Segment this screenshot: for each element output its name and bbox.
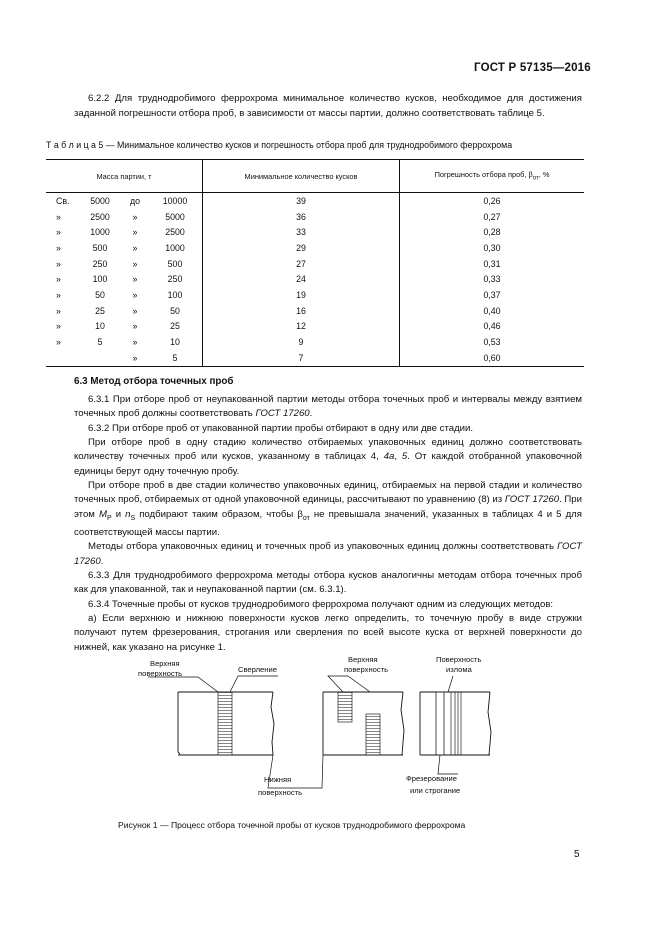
row-mass-from: 100	[92, 274, 108, 285]
row-mass-from: 25	[95, 305, 105, 316]
col-mass-header: Масса партии, т	[46, 160, 203, 193]
col-error-header: Погрешность отбора проб, $\beta_{от}$, %	[400, 160, 585, 193]
row-error: 0,27	[400, 209, 585, 225]
para-one-stage: При отборе проб в одну стадию количество отбираемых упаковочных единиц должно соответствовать количеству точечных проб или кусков, указанному в таблицах 4, 4а, 5. От каждой отобранной упаковочной единицы берут одну точечную пробу.	[74, 437, 582, 477]
row-error: 0,53	[400, 334, 585, 350]
table-row	[46, 334, 584, 350]
row-prefix	[46, 350, 78, 366]
row-mass-to: 500	[167, 258, 183, 269]
row-mass-to: 10	[170, 337, 180, 348]
row-count: 19	[203, 287, 400, 303]
page-number: 5	[574, 849, 580, 860]
intro-paragraph	[74, 92, 582, 121]
row-connector: »	[132, 305, 138, 316]
para-632: 6.3.2 При отборе проб от упакованной партии пробы отбирают в одну или две стадии.	[88, 422, 474, 434]
row-count: 33	[203, 224, 400, 240]
row-connector: »	[132, 258, 138, 269]
row-prefix: »	[56, 337, 61, 348]
table-row	[46, 350, 584, 366]
standard-number: ГОСТ Р 57135—2016	[474, 62, 591, 74]
row-prefix: Св.	[56, 195, 70, 206]
row-count: 7	[203, 350, 400, 366]
table-row	[46, 287, 584, 303]
label-fracture-2: излома	[446, 665, 472, 674]
row-connector: »	[122, 350, 148, 366]
row-mass-from: 1000	[90, 227, 110, 238]
table-row	[46, 240, 584, 256]
para-methods: Методы отбора упаковочных единиц и точечных проб из упаковочных единиц должны соответствовать ГОСТ 17260.	[74, 541, 582, 567]
row-error: 0,28	[400, 224, 585, 240]
row-error: 0,30	[400, 240, 585, 256]
figure-caption: Рисунок 1 — Процесс отбора точечной пробы от кусков труднодробимого феррохрома	[118, 820, 466, 830]
para-634a: а) Если верхнюю и нижнюю поверхности кусков легко определить, то точечную пробу в виде стружки получают путем фрезерования, строгания или сверления по всей высоте куска от верхней поверхности до нижней, как указано на рисунке 1.	[74, 613, 582, 653]
row-prefix: »	[56, 289, 61, 300]
row-connector: »	[132, 274, 138, 285]
label-bottom-2: поверхность	[258, 788, 303, 797]
section-heading: 6.3 Метод отбора точечных проб	[74, 376, 234, 387]
table-row	[46, 256, 584, 272]
row-mass-to: 5000	[165, 211, 185, 222]
para-two-stage: При отборе проб в две стадии количество упаковочных единиц, отбираемых на первой стадии и количество точечных проб, отбираемых от одной упаковочной единицы, рассчитывают по уравнению (8) из ГОСТ 17260. При этом $M_P$ и $n_S$ подбирают таким образом, чтобы $\beta_{от}$ не превышала значений, указанных в таблицах 4 и 5 для соответствующей массы партии.	[74, 480, 582, 538]
block-drilling-2	[323, 692, 404, 755]
row-mass-from: 2500	[90, 211, 110, 222]
row-mass-from: 10	[95, 321, 105, 332]
row-count: 24	[203, 271, 400, 287]
para-634: 6.3.4 Точечные пробы от кусков труднодробимого феррохрома получают одним из следующих методов:	[88, 598, 554, 610]
row-connector: »	[132, 242, 138, 253]
intro-text: 6.2.2 Для труднодробимого феррохрома минимальное количество кусков, необходимое для достижения заданной погрешности отбора проб, в зависимости от массы партии, должно соответствовать таблице 5.	[74, 93, 582, 119]
row-error: 0,40	[400, 303, 585, 319]
row-error: 0,26	[400, 193, 585, 209]
table-row	[46, 303, 584, 319]
row-connector: »	[132, 337, 138, 348]
label-drilling: Сверление	[238, 665, 277, 674]
row-error: 0,33	[400, 271, 585, 287]
row-prefix: »	[56, 242, 61, 253]
row-prefix: »	[56, 211, 61, 222]
label-top-surface-1: Верхняя	[150, 659, 180, 668]
label-fracture-1: Поверхность	[436, 655, 482, 664]
table-row	[46, 271, 584, 287]
row-count: 9	[203, 334, 400, 350]
row-mass-from: 5000	[90, 195, 110, 206]
table-caption: Т а б л и ц а 5 — Минимальное количество кусков и погрешность отбора проб для труднодробимого феррохрома	[46, 140, 513, 150]
table-row	[46, 319, 584, 335]
row-mass-to: 2500	[165, 227, 185, 238]
row-mass-to: 50	[170, 305, 180, 316]
row-prefix: »	[56, 274, 61, 285]
row-count: 36	[203, 209, 400, 225]
row-connector: до	[129, 195, 141, 206]
para-631: 6.3.1 При отборе проб от неупакованной партии методы отбора точечных проб и интервалы между взятием точечных проб должны соответствовать ГОСТ 17260.	[74, 394, 582, 420]
para-633: 6.3.3 Для труднодробимого феррохрома методы отбора кусков аналогичны методам отбора точечных проб как для упакованной, так и неупакованной партии (см. 6.3.1).	[74, 570, 582, 596]
row-mass-to: 1000	[165, 242, 185, 253]
row-prefix: »	[56, 321, 61, 332]
row-prefix: »	[56, 227, 61, 238]
table-row	[46, 224, 584, 240]
mass-table	[46, 159, 584, 367]
row-mass-to: 10000	[162, 195, 188, 206]
row-mass-from: 50	[95, 289, 105, 300]
row-error: 0,31	[400, 256, 585, 272]
row-count: 39	[203, 193, 400, 209]
row-connector: »	[132, 227, 138, 238]
row-error: 0,46	[400, 319, 585, 335]
row-mass-from: 5	[97, 337, 103, 348]
label-top-surface-2: поверхность	[138, 669, 183, 678]
col-count-header: Минимальное количество кусков	[203, 160, 400, 193]
label-top2-2: поверхность	[344, 665, 389, 674]
row-error: 0,60	[400, 350, 585, 366]
row-mass-to: 100	[167, 289, 183, 300]
row-count: 27	[203, 256, 400, 272]
label-milling-1: Фрезерование	[406, 774, 457, 783]
row-count: 12	[203, 319, 400, 335]
figure-1	[118, 652, 538, 812]
table-row	[46, 209, 584, 225]
row-connector: »	[132, 289, 138, 300]
row-count: 29	[203, 240, 400, 256]
row-mass-to: 250	[167, 274, 183, 285]
row-mass-from: 250	[92, 258, 108, 269]
row-connector: »	[132, 211, 138, 222]
row-count: 16	[203, 303, 400, 319]
table-row	[46, 193, 584, 209]
label-bottom-1: Нижняя	[264, 775, 292, 784]
label-milling-2: или строгание	[410, 786, 461, 795]
row-mass-from: 500	[92, 242, 108, 253]
block-drilling	[178, 692, 274, 755]
label-top2-1: Верхняя	[348, 655, 378, 664]
row-mass-from	[78, 350, 122, 366]
row-mass-to: 5	[148, 350, 203, 366]
block-milling	[420, 692, 491, 755]
section-body	[74, 393, 582, 655]
row-prefix: »	[56, 305, 61, 316]
row-prefix: »	[56, 258, 61, 269]
row-mass-to: 25	[170, 321, 180, 332]
row-error: 0,37	[400, 287, 585, 303]
row-connector: »	[132, 321, 138, 332]
